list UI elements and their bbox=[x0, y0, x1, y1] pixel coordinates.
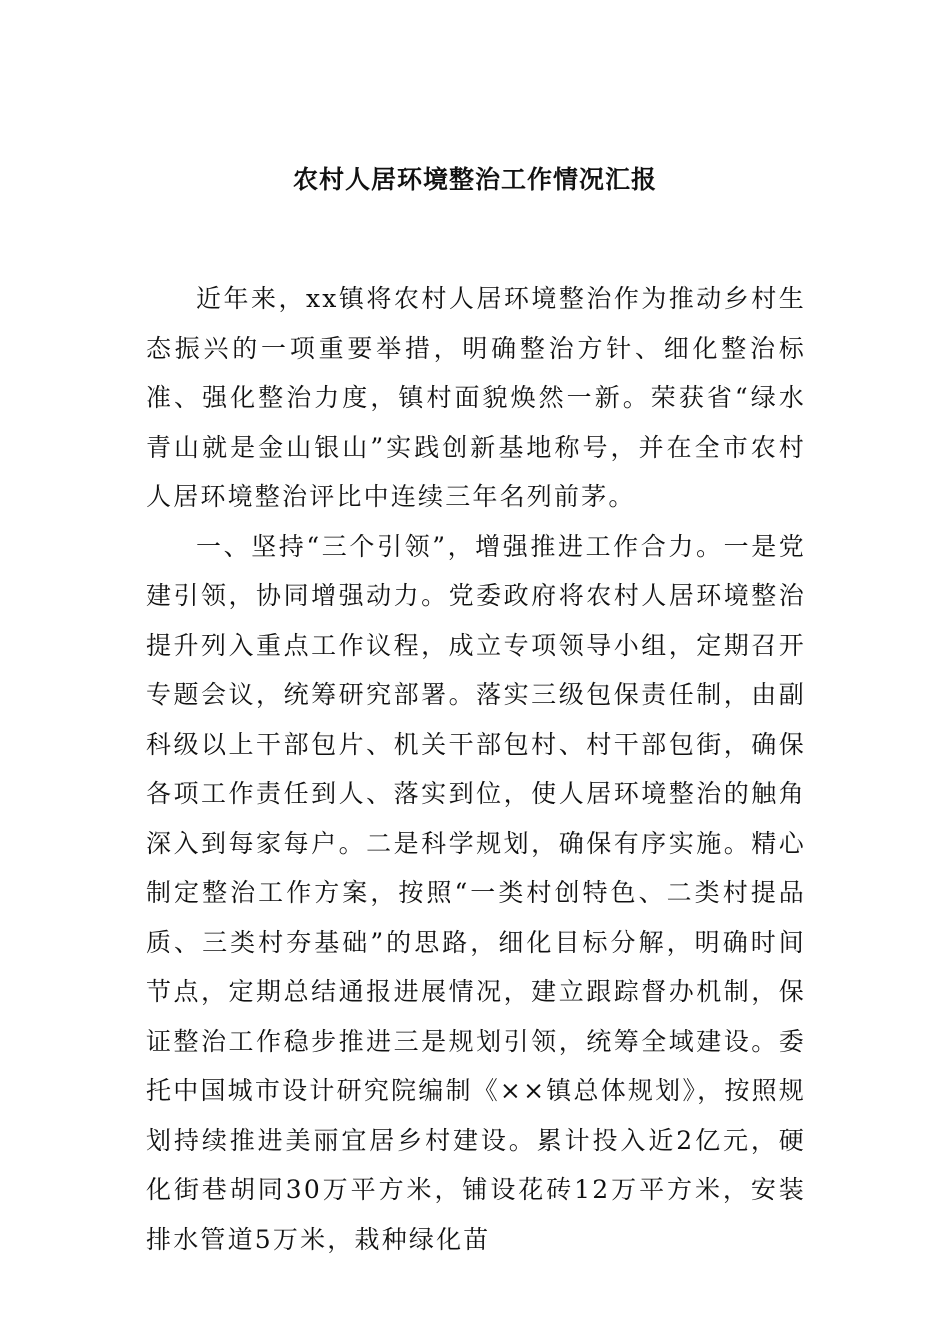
paragraph-intro: 近年来，xx镇将农村人居环境整治作为推动乡村生态振兴的一项重要举措，明确整治方针、细化整治标准、强化整治力度，镇村面貌焕然一新。荣获省“绿水青山就是金山银山”实践创新基地称号，并在全市农村人居环境整治评比中连续三年名列前茅。 bbox=[146, 284, 806, 511]
paragraph-section-one: 一、坚持“三个引领”，增强推进工作合力。一是党建引领，协同增强动力。党委政府将农村人居环境整治提升列入重点工作议程，成立专项领导小组，定期召开专题会议，统筹研究部署。落实三级包保责任制，由副科级以上干部包片、机关干部包村、村干部包街，确保各项工作责任到人、落实到位，使人居环境整治的触角深入到每家每户。二是科学规划，确保有序实施。精心制定整治工作方案，按照“一类村创特色、二类村提品质、三类村夯基础”的思路，细化目标分解，明确时间节点，定期总结通报进展情况，建立跟踪督办机制，保证整治工作稳步推进三是规划引领，统筹全域建设。委托中国城市设计研究院编制《××镇总体规划》，按照规划持续推进美丽宜居乡村建设。累计投入近2亿元，硬化街巷胡同30万平方米，铺设花砖12万平方米，安装排水管道5万米，栽种绿化苗 bbox=[146, 531, 806, 1254]
document-title: 农村人居环境整治工作情况汇报 bbox=[292, 165, 657, 194]
document-body bbox=[146, 274, 806, 1264]
